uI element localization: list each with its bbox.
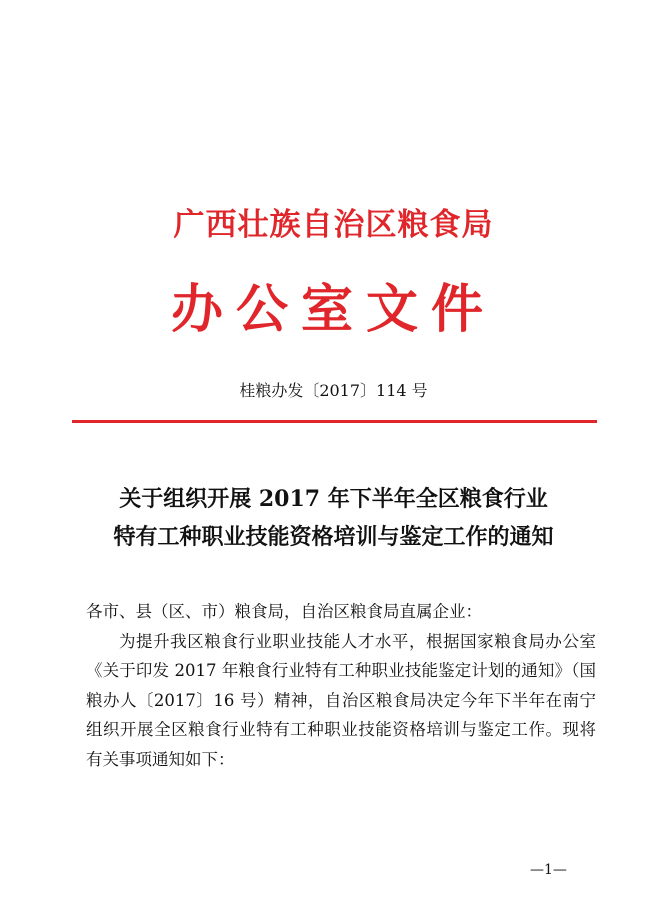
page-number: —1— — [530, 862, 567, 878]
notice-title-line-1: 关于组织开展 2017 年下半年全区粮食行业 — [119, 486, 548, 512]
notice-title — [0, 480, 667, 556]
notice-title-line-2: 特有工种职业技能资格培训与鉴定工作的通知 — [113, 524, 554, 550]
notice-body — [86, 597, 596, 774]
document-type-heading: 办公室文件 — [170, 279, 496, 340]
issuing-organization: 广西壮族自治区粮食局 — [173, 207, 494, 243]
document-number: 桂粮办发〔2017〕114 号 — [239, 381, 428, 400]
red-divider-line — [72, 420, 597, 423]
salutation: 各市、县（区、市）粮食局，自治区粮食局直属企业： — [86, 602, 482, 621]
body-paragraph: 为提升我区粮食行业职业技能人才水平，根据国家粮食局办公室《关于印发 2017 年粮食行业特有工种职业技能鉴定计划的通知》（国粮办人〔2017〕16 号）精神，自治区粮食局决定今年下半年在南宁组织开展全区粮食行业特有工种职业技能资格培训与鉴定工作。现将有关事项通知如下： — [86, 631, 596, 769]
